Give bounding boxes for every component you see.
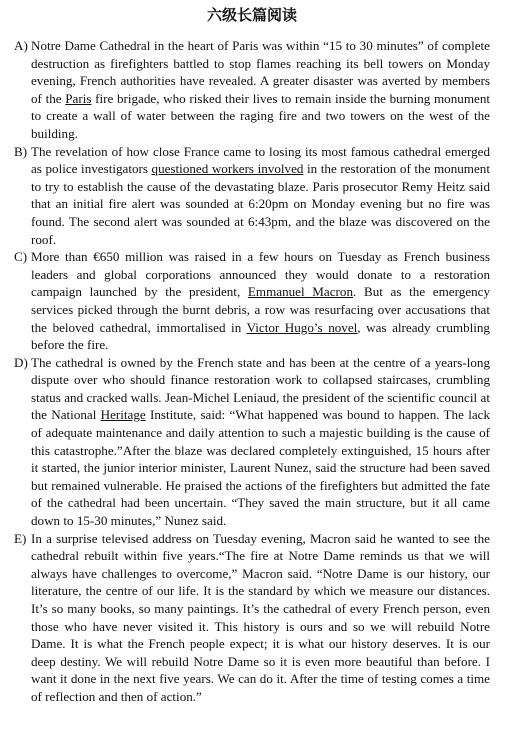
paragraph-letter: D): [14, 354, 28, 370]
underlined-term: questioned workers involved: [151, 161, 304, 177]
text-run: , was already crumbling before the fire.: [31, 319, 490, 353]
text-run: . But as the emergency services picked through the burnt debris, a row was resurfacing over accusations that the beloved cathedral, immortalised in: [31, 284, 491, 335]
paragraph-body: [31, 37, 490, 143]
underlined-term: Emmanuel Macron: [247, 284, 354, 300]
paragraph-d: [14, 354, 490, 530]
text-run: fire brigade, who risked their lives to remain inside the burning monument to create a wall of water between the raging fire and two towers on the west of the building.: [31, 90, 491, 141]
text-run: in the restoration of the monument to try to establish the cause of the devastating blaze. Paris prosecutor Remy Heitz said that an initial fire alert was sounded at 6:20pm on Monday evening but no fire was found. The second alert was sounded at 6:43pm, and the blaze was discovered on the roof.: [31, 161, 490, 247]
paragraph-a: [14, 37, 490, 143]
paragraph-e: [14, 530, 490, 706]
text-run: More than €650 million was raised in a few hours on Tuesday as French business leaders and global corporations announced they would donate to a restoration campaign launched by the president,: [31, 249, 490, 300]
paragraph-b: [14, 143, 490, 249]
text-run: Institute, said: “What happened was bound to happen. The lack of adequate maintenance and daily attention to such a majestic building is the cause of this catastrophe.”After the blaze was declared completely extinguished, 15 hours after it started, the junior interior minister, Laurent Nunez, said the structure had been saved but remained vulnerable. He praised the actions of the firefighters but admitted the fate of the cathedral had been uncertain. “They saved the main structure, but it all came down to 15-30 minutes,” Nunez said.: [31, 407, 490, 529]
underlined-term: Heritage: [100, 407, 146, 423]
paragraph-letter: C): [14, 249, 28, 265]
page-title: 六级长篇阅读: [206, 6, 297, 24]
paragraph-body: [31, 248, 490, 354]
text-run: The revelation of how close France came to losing its most famous cathedral emerged as police investigators: [31, 143, 490, 177]
paragraph-body: [31, 530, 490, 706]
underlined-term: Victor Hugo’s novel: [246, 319, 358, 335]
paragraph-letter: A): [14, 38, 28, 53]
paragraph-c: [14, 248, 490, 354]
text-run: In a surprise televised address on Tuesday evening, Macron said he wanted to see the cathedral rebuilt within five years.“The fire at Notre Dame reminds us that we will always have challenges to overcome,” Macron said. “Notre Dame is our history, our literature, the centre of our life. It is the standard by which we measure our distances. It’s so many books, so many paintings. It’s the cathedral of every French person, even those who have never visited it. This history is ours and so we will rebuild Notre Dame. It is what the French people expect; it is what our history deserves. It is our deep destiny. We will rebuild Notre Dame so it is even more beautiful than before. I want it done in the next five years. We can do it. After the time of testing comes a time of reflection and then of action.”: [31, 530, 490, 704]
text-run: Notre Dame Cathedral in the heart of Paris was within “15 to 30 minutes” of complete destruction as firefighters battled to stop flames reaching its bell towers on Monday evening, French authorities have revealed. A greater disaster was averted by members of the: [31, 38, 490, 106]
paragraph-body: [31, 143, 490, 249]
paragraph-body: [31, 354, 490, 530]
paragraph-letter: B): [14, 143, 28, 159]
paragraph-letter: E): [14, 530, 27, 546]
text-run: The cathedral is owned by the French state and has been at the centre of a years-long dispute over who should finance restoration work to collapsed staircases, crumbling status and cracked walls. Jean-Michel Leniaud, the president of the scientific council at the National: [31, 354, 490, 423]
underlined-term: Paris: [65, 90, 92, 106]
